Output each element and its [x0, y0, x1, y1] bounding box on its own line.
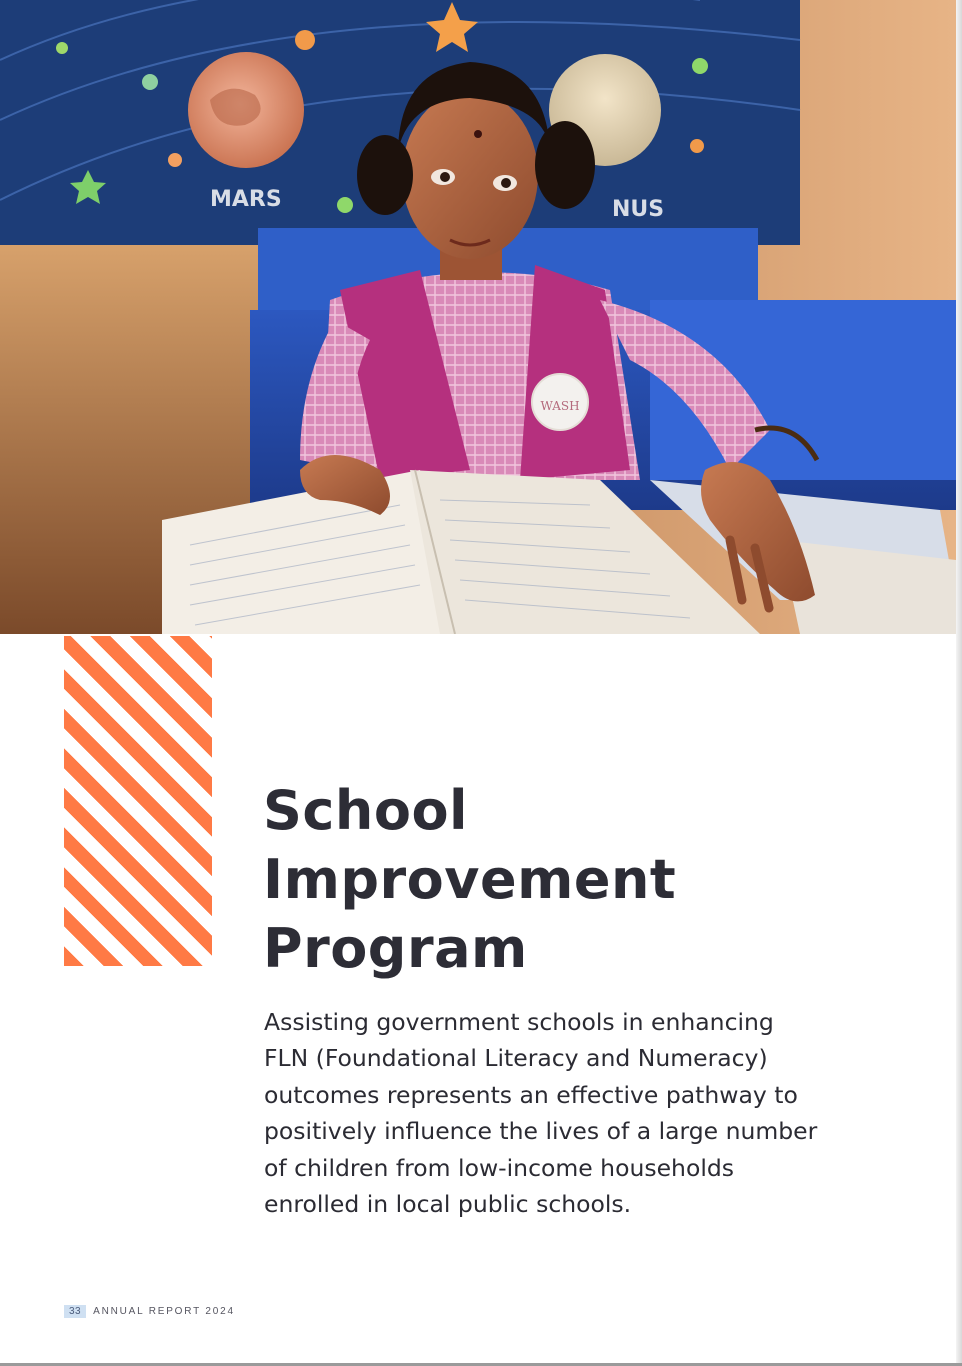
title-line: Program — [263, 917, 528, 980]
title-line: School — [263, 779, 469, 842]
page-edge-shadow — [956, 0, 962, 1366]
intro-paragraph — [264, 1004, 904, 1222]
intro-line: outcomes represents an effective pathway to — [264, 1080, 798, 1109]
title-line: Improvement — [263, 848, 677, 911]
intro-line: Assisting government schools in enhancing — [264, 1008, 774, 1036]
classroom-photo — [0, 0, 956, 634]
intro-line: enrolled in local public schools. — [264, 1190, 632, 1219]
report-label: ANNUAL REPORT 2024 — [93, 1305, 235, 1317]
wall-label-mars: MARS — [210, 187, 282, 212]
intro-line: positively influence the lives of a large number — [264, 1117, 818, 1146]
decorative-stripes — [64, 636, 212, 966]
wash-badge-text: WASH — [540, 399, 580, 413]
wall-label-uranus: NUS — [612, 197, 665, 222]
page-title — [263, 776, 903, 983]
page-footer — [64, 1304, 235, 1318]
intro-line: of children from low-income households — [264, 1153, 735, 1182]
intro-line: FLN (Foundational Literacy and Numeracy) — [264, 1044, 768, 1073]
page-number-badge: 33 — [64, 1305, 86, 1318]
